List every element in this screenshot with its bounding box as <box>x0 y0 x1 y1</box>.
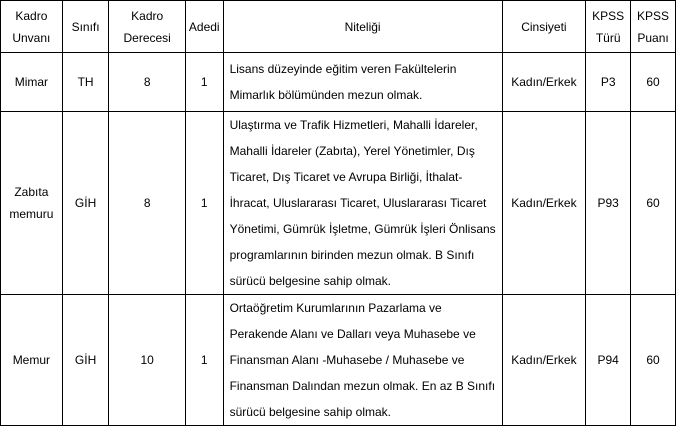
cell-kpss-turu: P3 <box>586 53 631 112</box>
cell-nitelik: Ortaöğretim Kurumlarının Pazarlama ve Perakende Alanı ve Dalları veya Muhasebe ve Finansman Alanı -Muhasebe / Muhasebe ve Finansman Dalından mezun olmak. En az B Sınıfı sürücü belgesine sahip olmak. <box>223 295 502 426</box>
cell-unvan: Zabıta memuru <box>1 112 63 295</box>
header-kadro-unvani: Kadro Unvanı <box>1 1 63 53</box>
cell-kpss-turu: P94 <box>586 295 631 426</box>
cell-adet: 1 <box>185 112 223 295</box>
cell-nitelik: Lisans düzeyinde eğitim veren Fakültelerin Mimarlık bölümünden mezun olmak. <box>223 53 502 112</box>
cell-derece: 10 <box>109 295 185 426</box>
header-sinifi: Sınıfı <box>62 1 109 53</box>
header-kpss-turu: KPSS Türü <box>586 1 631 53</box>
cell-cinsiyet: Kadın/Erkek <box>502 112 586 295</box>
cell-adet: 1 <box>185 295 223 426</box>
table-row <box>1 53 676 112</box>
header-row <box>1 1 676 53</box>
header-adedi: Adedi <box>185 1 223 53</box>
cell-unvan: Memur <box>1 295 63 426</box>
cell-derece: 8 <box>109 112 185 295</box>
header-kpss-puani: KPSS Puanı <box>631 1 676 53</box>
cell-sinif: GİH <box>62 295 109 426</box>
header-niteligi: Niteliği <box>223 1 502 53</box>
cell-kpss-turu: P93 <box>586 112 631 295</box>
header-cinsiyeti: Cinsiyeti <box>502 1 586 53</box>
table-row <box>1 295 676 426</box>
cell-cinsiyet: Kadın/Erkek <box>502 295 586 426</box>
cell-sinif: TH <box>62 53 109 112</box>
header-kadro-derecesi: Kadro Derecesi <box>109 1 185 53</box>
cell-kpss-puani: 60 <box>631 295 676 426</box>
cell-kpss-puani: 60 <box>631 112 676 295</box>
table-row <box>1 112 676 295</box>
cell-derece: 8 <box>109 53 185 112</box>
cell-kpss-puani: 60 <box>631 53 676 112</box>
cell-sinif: GİH <box>62 112 109 295</box>
cell-nitelik: Ulaştırma ve Trafik Hizmetleri, Mahalli İdareler, Mahalli İdareler (Zabıta), Yerel Yönetimler, Dış Ticaret, Dış Ticaret ve Avrupa Birliği, İthalat- İhracat, Uluslararası Ticaret, Uluslararası Ticaret Yönetimi, Gümrük İşletme, Gümrük İşleri Önlisans programlarının birinden mezun olmak. B Sınıfı sürücü belgesine sahip olmak. <box>223 112 502 295</box>
cell-adet: 1 <box>185 53 223 112</box>
cell-cinsiyet: Kadın/Erkek <box>502 53 586 112</box>
cell-unvan: Mimar <box>1 53 63 112</box>
